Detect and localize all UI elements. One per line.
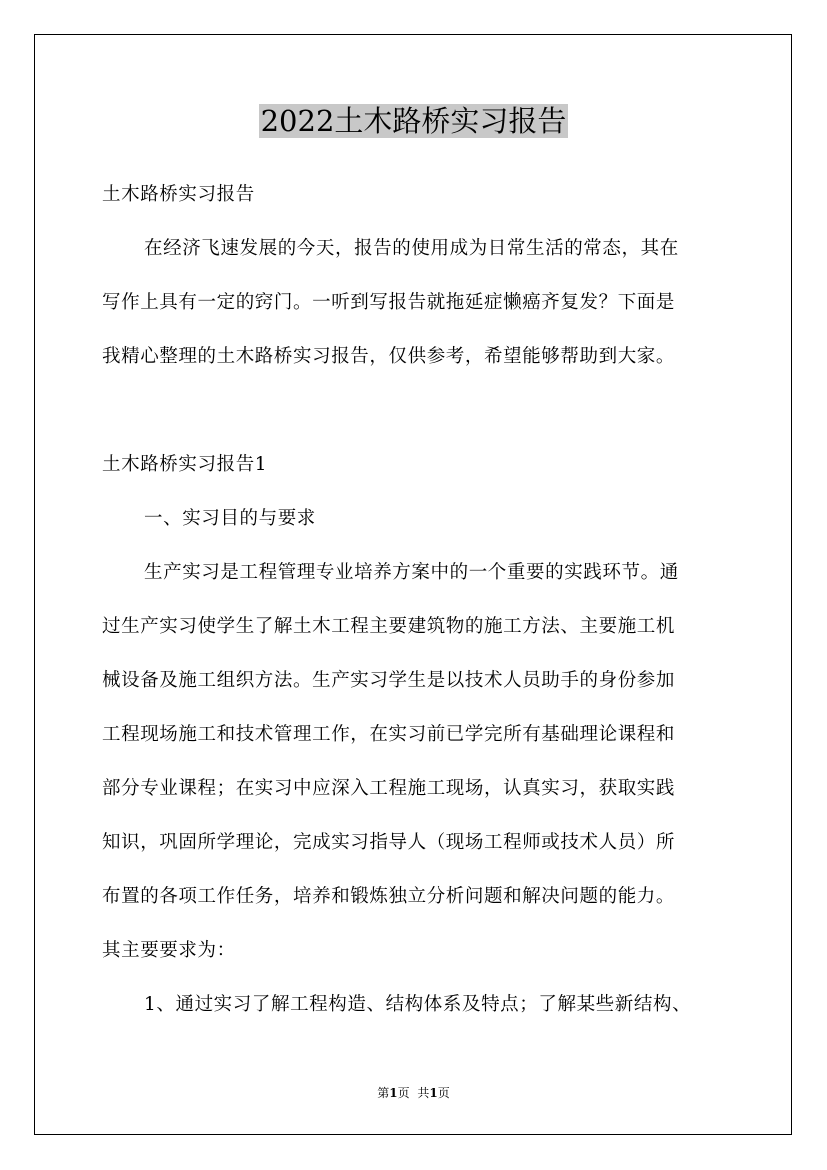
paragraph-line: 1、通过实习了解工程构造、结构体系及特点；了解某些新结构、	[144, 994, 692, 1015]
document-title	[0, 100, 827, 142]
paragraph-line: 械设备及施工组织方法。生产实习学生是以技术人员助手的身份参加	[102, 670, 676, 691]
footer-page-suffix: 页	[397, 1086, 410, 1100]
subsection-heading: 一、实习目的与要求	[144, 508, 316, 529]
footer-total-prefix: 共	[417, 1086, 430, 1100]
footer-total-number: 1	[429, 1086, 438, 1100]
page-footer	[0, 1084, 827, 1102]
footer-total-suffix: 页	[437, 1086, 450, 1100]
paragraph-line: 生产实习是工程管理专业培养方案中的一个重要的实践环节。通	[144, 562, 679, 583]
paragraph-line: 我精心整理的土木路桥实习报告，仅供参考，希望能够帮助到大家。	[102, 346, 676, 367]
footer-page-number: 1	[389, 1086, 398, 1100]
paragraph-line: 在经济飞速发展的今天，报告的使用成为日常生活的常态，其在	[144, 238, 679, 259]
title-text: 2022土木路桥实习报告	[260, 104, 567, 138]
paragraph-line: 写作上具有一定的窍门。一听到写报告就拖延症懒癌齐复发？下面是	[102, 292, 676, 313]
footer-page-prefix: 第	[377, 1086, 390, 1100]
paragraph-line: 工程现场施工和技术管理工作，在实习前已学完所有基础理论课程和	[102, 724, 676, 745]
section-heading: 土木路桥实习报告1	[102, 454, 268, 475]
paragraph-line: 部分专业课程；在实习中应深入工程施工现场，认真实习，获取实践	[102, 778, 676, 799]
paragraph-line: 布置的各项工作任务，培养和锻炼独立分析问题和解决问题的能力。	[102, 886, 676, 907]
paragraph-line: 过生产实习使学生了解土木工程主要建筑物的施工方法、主要施工机	[102, 616, 676, 637]
paragraph-line: 其主要要求为：	[102, 940, 236, 961]
paragraph-line: 知识，巩固所学理论，完成实习指导人（现场工程师或技术人员）所	[102, 832, 676, 853]
section-heading: 土木路桥实习报告	[102, 184, 255, 205]
